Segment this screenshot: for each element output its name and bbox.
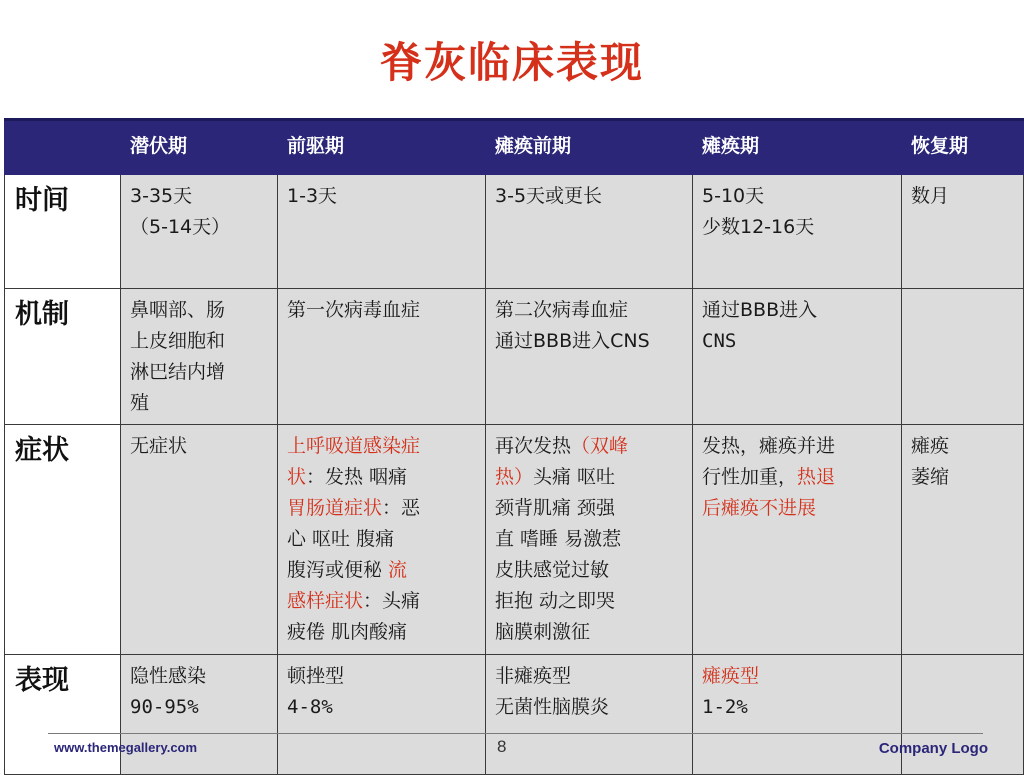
table-cell — [486, 289, 693, 425]
cell-line — [287, 462, 477, 493]
cell-text: 数月 — [911, 185, 950, 207]
cell-line — [702, 431, 893, 462]
table-cell — [902, 175, 1024, 289]
cell-text: 殖 — [130, 392, 150, 414]
cell-line — [130, 692, 269, 723]
company-logo: Company Logo — [878, 740, 988, 757]
cell-line — [702, 326, 893, 357]
table-cell — [693, 425, 902, 655]
cell-text: 脑膜刺激征 — [495, 621, 591, 643]
table-row — [5, 425, 1024, 655]
cell-text: 再次发热 — [495, 435, 572, 457]
cell-text: 第二次病毒血症 — [495, 299, 629, 321]
table-cell — [902, 425, 1024, 655]
table-cell — [693, 175, 902, 289]
footer-divider — [48, 733, 983, 734]
clinical-table — [4, 118, 1024, 775]
cell-text: 3-5天或更长 — [495, 185, 603, 207]
cell-line — [911, 462, 1015, 493]
cell-line — [702, 661, 893, 692]
cell-text: 心 呕吐 腹痛 — [287, 528, 395, 550]
highlight-text: 上呼吸道感染症 — [287, 435, 421, 457]
highlight-text: 状 — [287, 466, 307, 488]
cell-text: 3-35天 — [130, 185, 193, 207]
row-label: 症状 — [5, 425, 121, 655]
table-row — [5, 655, 1024, 775]
cell-text: 皮肤感觉过敏 — [495, 559, 610, 581]
cell-text: 5-10天 — [702, 185, 765, 207]
cell-line — [287, 295, 477, 326]
table-cell — [278, 425, 486, 655]
cell-text: 拒抱 动之即哭 — [495, 590, 616, 612]
cell-text: 4-8% — [287, 696, 333, 718]
cell-text: 疲倦 肌肉酸痛 — [287, 621, 408, 643]
cell-line — [911, 181, 1015, 212]
cell-line — [130, 388, 269, 419]
highlight-text: （双峰 — [571, 435, 629, 457]
cell-line — [130, 295, 269, 326]
header-paralytic: 瘫痪期 — [693, 120, 902, 175]
cell-line — [130, 212, 269, 243]
footer-website[interactable]: www.themegallery.com — [54, 740, 198, 755]
cell-text: 萎缩 — [911, 466, 950, 488]
cell-text: 发热，瘫痪并进 — [702, 435, 836, 457]
highlight-text: 热） — [495, 466, 534, 488]
cell-line — [495, 295, 684, 326]
cell-text: 直 嗜睡 易激惹 — [495, 528, 622, 550]
cell-text: 通过BBB进入 — [702, 299, 818, 321]
cell-line — [287, 493, 477, 524]
table-header-row — [5, 120, 1024, 175]
cell-text: 颈背肌痛 颈强 — [495, 497, 616, 519]
cell-text: 无菌性脑膜炎 — [495, 696, 610, 718]
cell-line — [287, 692, 477, 723]
table-cell — [121, 425, 278, 655]
row-label: 机制 — [5, 289, 121, 425]
cell-line — [287, 617, 477, 648]
cell-line — [495, 555, 684, 586]
highlight-text: 胃肠道症状 — [287, 497, 383, 519]
table-row — [5, 289, 1024, 425]
cell-line — [287, 661, 477, 692]
cell-line — [495, 692, 684, 723]
cell-text: 头痛 呕吐 — [533, 466, 616, 488]
highlight-text: 流 — [388, 559, 408, 581]
cell-line — [287, 586, 477, 617]
table-cell — [121, 289, 278, 425]
table-cell — [278, 289, 486, 425]
cell-text: 无症状 — [130, 435, 188, 457]
header-recovery: 恢复期 — [902, 120, 1024, 175]
cell-line — [702, 462, 893, 493]
header-preparalytic: 瘫痪前期 — [486, 120, 693, 175]
highlight-text: 瘫痪型 — [702, 665, 760, 687]
cell-text: 行性加重， — [702, 466, 798, 488]
header-prodromal: 前驱期 — [278, 120, 486, 175]
cell-line — [130, 431, 269, 462]
table-cell — [278, 175, 486, 289]
cell-text: 非瘫痪型 — [495, 665, 572, 687]
cell-text: 隐性感染 — [130, 665, 207, 687]
cell-line — [495, 524, 684, 555]
cell-line — [495, 462, 684, 493]
cell-text: 少数12-16天 — [702, 216, 815, 238]
cell-line — [495, 661, 684, 692]
cell-text: 90-95% — [130, 696, 199, 718]
highlight-text: 热退 — [797, 466, 836, 488]
cell-line — [702, 692, 893, 723]
row-label: 表现 — [5, 655, 121, 775]
table-cell — [902, 289, 1024, 425]
cell-text: ：头痛 — [363, 590, 421, 612]
table-cell — [486, 655, 693, 775]
cell-line — [911, 431, 1015, 462]
table-cell — [693, 289, 902, 425]
cell-text: 1-2% — [702, 696, 748, 718]
header-corner — [5, 120, 121, 175]
cell-text: 1-3天 — [287, 185, 338, 207]
table-cell — [693, 655, 902, 775]
cell-line — [495, 326, 684, 357]
cell-line — [702, 295, 893, 326]
cell-line — [495, 586, 684, 617]
cell-text: 通过BBB进入CNS — [495, 330, 650, 352]
cell-line — [130, 181, 269, 212]
cell-line — [495, 493, 684, 524]
cell-text: 第一次病毒血症 — [287, 299, 421, 321]
cell-line — [495, 617, 684, 648]
cell-text: ：发热 咽痛 — [306, 466, 408, 488]
cell-text: ：恶 — [382, 497, 421, 519]
table-cell — [121, 655, 278, 775]
cell-text: 上皮细胞和 — [130, 330, 226, 352]
table-cell — [486, 425, 693, 655]
cell-line — [287, 524, 477, 555]
highlight-text: 感样症状 — [287, 590, 364, 612]
table-row — [5, 175, 1024, 289]
cell-text: 顿挫型 — [287, 665, 345, 687]
table-cell — [121, 175, 278, 289]
cell-text: 腹泻或便秘 — [287, 559, 389, 581]
cell-line — [495, 431, 684, 462]
slide-title: 脊灰临床表现 — [379, 38, 644, 87]
cell-line — [702, 212, 893, 243]
cell-text: 淋巴结内增 — [130, 361, 226, 383]
page-number: 8 — [497, 737, 507, 756]
cell-line — [287, 431, 477, 462]
header-incubation: 潜伏期 — [121, 120, 278, 175]
cell-text: 瘫痪 — [911, 435, 950, 457]
cell-text: 鼻咽部、肠 — [130, 299, 226, 321]
cell-line — [130, 357, 269, 388]
cell-line — [130, 661, 269, 692]
cell-line — [495, 181, 684, 212]
cell-line — [287, 555, 477, 586]
cell-text: CNS — [702, 330, 737, 352]
cell-line — [702, 181, 893, 212]
cell-text: （5-14天） — [130, 216, 231, 238]
highlight-text: 后瘫痪不进展 — [702, 497, 817, 519]
table-cell — [278, 655, 486, 775]
cell-line — [130, 326, 269, 357]
cell-line — [702, 493, 893, 524]
cell-line — [287, 181, 477, 212]
table-cell — [486, 175, 693, 289]
row-label: 时间 — [5, 175, 121, 289]
